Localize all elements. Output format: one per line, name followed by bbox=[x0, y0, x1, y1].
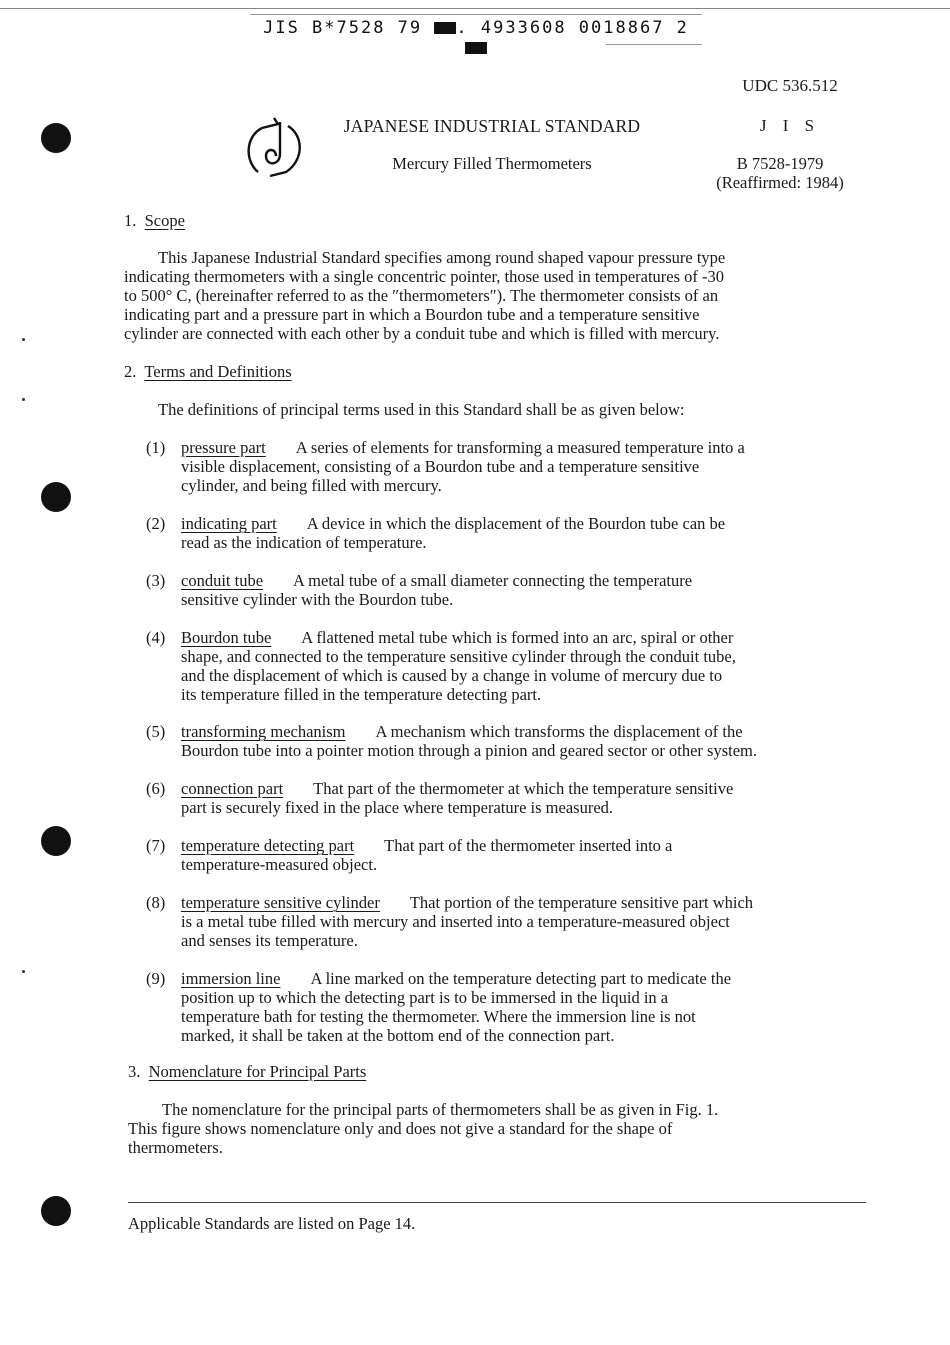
scan-code-part2: 4933608 0018867 2 bbox=[480, 18, 689, 38]
footnote: Applicable Standards are listed on Page 14. bbox=[128, 1214, 416, 1233]
punch-hole bbox=[41, 123, 71, 153]
section-terms-heading: 2. Terms and Definitions bbox=[124, 362, 292, 381]
section-scope-body: This Japanese Industrial Standard specifies among round shaped vapour pressure type indicating thermometers with a single concentric pointer, those used in temperatures of -30 to 500° C, (hereinafter referred to as the ″thermometers″). The thermometer consists of an indicating part and a pressure part in which a Bourdon tube and a temperature sensitive cylinder are connected with each other by a conduit tube and which is filled with mercury. bbox=[124, 248, 726, 343]
term-label: Bourdon tube bbox=[181, 628, 272, 647]
punch-hole bbox=[41, 482, 71, 512]
term-label: conduit tube bbox=[181, 571, 264, 590]
term-label: temperature sensitive cylinder bbox=[181, 893, 380, 912]
udc-code: UDC 536.512 bbox=[742, 76, 838, 95]
document-subtitle: Mercury Filled Thermometers bbox=[392, 154, 592, 173]
section-nomenclature-heading: 3. Nomenclature for Principal Parts bbox=[128, 1062, 367, 1081]
term-label: temperature detecting part bbox=[181, 836, 355, 855]
reaffirmed-date: (Reaffirmed: 1984) bbox=[716, 173, 844, 192]
section-nomenclature-body: The nomenclature for the principal parts of thermometers shall be as given in Fig. 1. This figure shows nomenclature only and does not give a standard for the shape of thermometers. bbox=[128, 1100, 719, 1157]
scan-speck bbox=[22, 970, 25, 973]
section-terms-intro: The definitions of principal terms used in this Standard shall be as given below: bbox=[158, 400, 685, 419]
scan-speck bbox=[22, 398, 25, 401]
scan-code-part1: JIS B*7528 79 bbox=[263, 18, 423, 38]
scan-code-underline bbox=[606, 44, 702, 45]
term-label: indicating part bbox=[181, 514, 277, 533]
section-scope-heading: 1. Scope bbox=[124, 211, 185, 230]
footnote-rule bbox=[128, 1202, 866, 1203]
document-title: JAPANESE INDUSTRIAL STANDARD bbox=[343, 116, 641, 136]
jis-mark: J I S bbox=[759, 116, 821, 135]
term-label: immersion line bbox=[181, 969, 281, 988]
scan-header-rule bbox=[250, 14, 702, 15]
scan-block-mark bbox=[434, 22, 456, 34]
standard-number: B 7528-1979 bbox=[736, 154, 824, 173]
term-label: transforming mechanism bbox=[181, 722, 346, 741]
scan-header-code: JIS B*7528 79 . 4933608 0018867 2 bbox=[250, 18, 702, 58]
term-label: connection part bbox=[181, 779, 284, 798]
standard-number-block bbox=[700, 154, 860, 192]
scan-speck bbox=[22, 338, 25, 341]
scan-top-rule bbox=[0, 8, 950, 9]
punch-hole bbox=[41, 826, 71, 856]
term-label: pressure part bbox=[181, 438, 266, 457]
punch-hole bbox=[41, 1196, 71, 1226]
scan-block-mark bbox=[465, 42, 487, 54]
